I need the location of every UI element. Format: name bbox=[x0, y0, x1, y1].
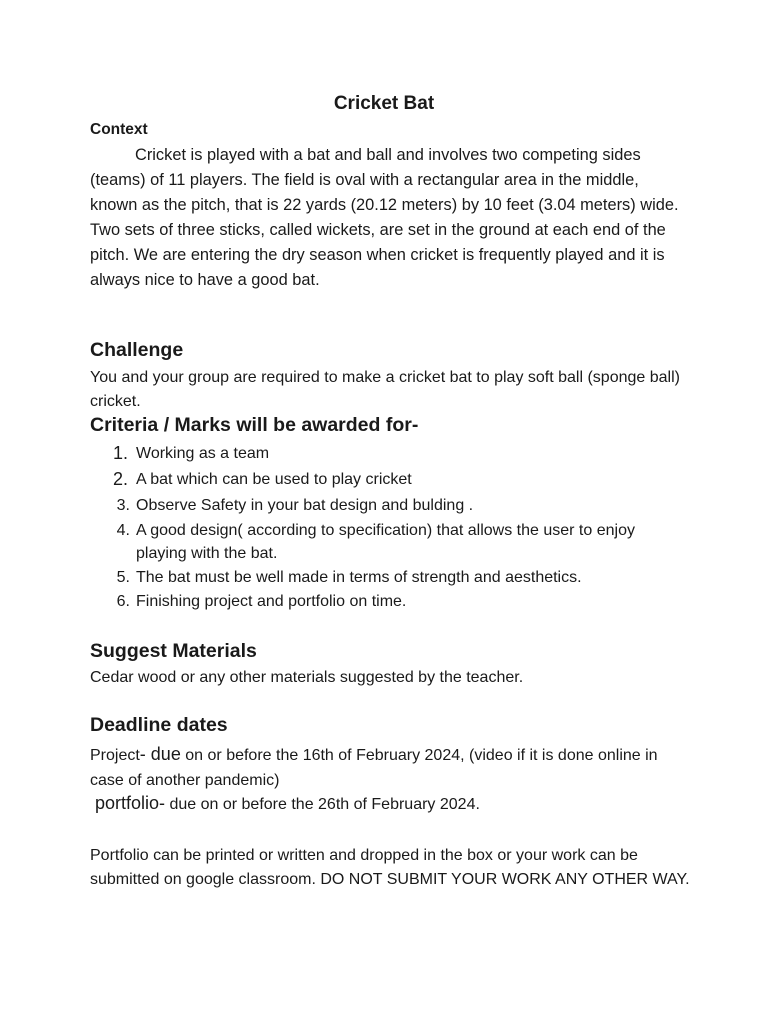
context-label: Context bbox=[90, 121, 148, 138]
criteria-text: Finishing project and portfolio on time. bbox=[136, 593, 407, 610]
portfolio-label: portfolio- bbox=[95, 793, 166, 813]
criteria-item bbox=[90, 494, 690, 519]
criteria-number: 3. bbox=[116, 497, 130, 514]
criteria-heading: Criteria / Marks will be awarded for- bbox=[90, 414, 419, 436]
project-label: Project bbox=[90, 747, 140, 764]
challenge-paragraph: You and your group are required to make a cricket bat to play soft ball (sponge ball) cricket. bbox=[90, 369, 680, 410]
challenge-heading: Challenge bbox=[90, 339, 184, 361]
criteria-text: The bat must be well made in terms of strength and aesthetics. bbox=[136, 569, 582, 586]
deadline-heading: Deadline dates bbox=[90, 714, 228, 736]
submission-paragraph: Portfolio can be printed or written and dropped in the box or your work can be submitted on google classroom. DO NOT SUBMIT YOUR WORK ANY OTHER WAY. bbox=[90, 847, 690, 888]
document-title: Cricket Bat bbox=[333, 93, 435, 114]
context-paragraph: Cricket is played with a bat and ball and involves two competing sides (teams) of 11 players. The field is oval with a rectangular area in the middle, known as the pitch, that is 22 yards (20.12 meters) by 10 feet (3.04 meters) wide. Two sets of three sticks, called wickets, are set in the ground at each end of the pitch. We are entering the dry season when cricket is frequently played and it is always nice to have a good bat. bbox=[90, 146, 679, 289]
portfolio-deadline bbox=[90, 792, 690, 817]
criteria-item bbox=[90, 566, 690, 590]
criteria-item bbox=[90, 442, 690, 468]
criteria-number: 4. bbox=[116, 521, 130, 539]
criteria-item bbox=[90, 590, 690, 614]
project-due-word: - due bbox=[139, 744, 181, 764]
criteria-text: Working as a team bbox=[136, 445, 270, 462]
project-deadline-text: on or before the 16th of February 2024, (video if it is done online in case of another pandemic) bbox=[90, 747, 658, 789]
criteria-text: Observe Safety in your bat design and bulding . bbox=[136, 497, 474, 514]
criteria-item bbox=[90, 468, 690, 494]
criteria-text: A good design( according to specification) that allows the user to enjoy playing with the bat. bbox=[136, 521, 635, 562]
criteria-number: 1. bbox=[112, 443, 128, 463]
criteria-list bbox=[90, 442, 690, 614]
criteria-item bbox=[90, 519, 690, 567]
criteria-text: A bat which can be used to play cricket bbox=[136, 471, 412, 488]
criteria-number: 2. bbox=[112, 469, 128, 489]
portfolio-deadline-text: due on or before the 26th of February 2024. bbox=[165, 796, 480, 813]
project-deadline bbox=[90, 742, 690, 793]
materials-heading: Suggest Materials bbox=[90, 640, 257, 662]
materials-paragraph: Cedar wood or any other materials suggested by the teacher. bbox=[90, 669, 524, 686]
criteria-number: 5. bbox=[116, 569, 130, 586]
criteria-number: 6. bbox=[116, 593, 130, 610]
